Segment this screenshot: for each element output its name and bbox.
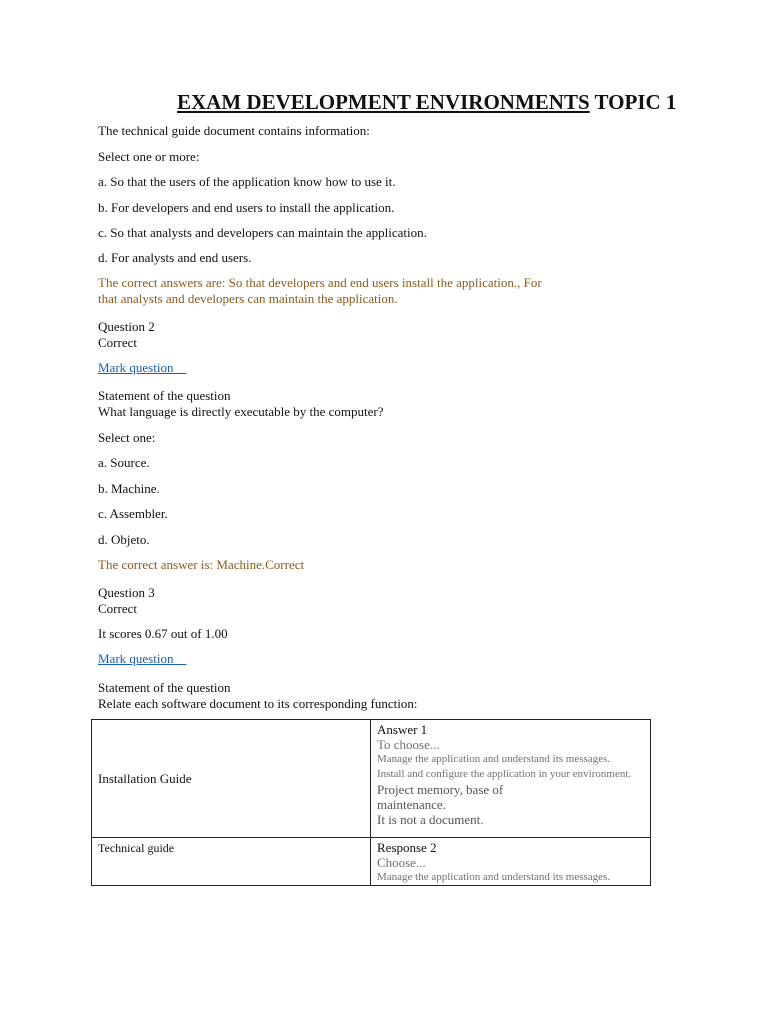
q1-option-c[interactable]: c. So that analysts and developers can maintain the application.	[98, 225, 427, 240]
select-option[interactable]: It is not a document.	[377, 812, 484, 827]
q1-option-d[interactable]: d. For analysts and end users.	[98, 250, 252, 265]
select-option[interactable]: Project memory, base of	[377, 782, 504, 797]
page-title	[177, 90, 676, 115]
document-name-cell: Installation Guide	[92, 720, 371, 838]
q2-option-c[interactable]: c. Assembler.	[98, 506, 168, 521]
q1-option-a[interactable]: a. So that the users of the application know how to use it.	[98, 174, 396, 189]
q3-score: It scores 0.67 out of 1.00	[98, 626, 228, 641]
q3-statement-label: Statement of the question	[98, 680, 231, 695]
q3-question-text: Relate each software document to its corresponding function:	[98, 696, 418, 711]
select-option[interactable]: Manage the application and understand its messages.	[377, 871, 611, 883]
q2-select-label: Select one:	[98, 430, 156, 445]
q3-mark-question-link[interactable]: Mark question	[98, 651, 174, 666]
q2-mark-question-link[interactable]: Mark question	[98, 360, 174, 375]
q1-intro: The technical guide document contains information:	[98, 123, 370, 138]
table-row	[92, 838, 651, 886]
q1-answer-line2: that analysts and developers can maintain the application.	[98, 291, 398, 306]
table-row	[92, 720, 651, 838]
document-name-cell: Technical guide	[92, 838, 371, 886]
select-placeholder[interactable]: To choose...	[377, 737, 440, 752]
matching-table	[91, 719, 651, 886]
answer-select-cell[interactable]	[371, 720, 651, 838]
select-heading: Answer 1	[377, 722, 428, 737]
q1-answer-line1: The correct answers are: So that developers and end users install the application., For	[98, 275, 542, 290]
q2-status: Correct	[98, 335, 137, 350]
title-underlined: EXAM DEVELOPMENT ENVIRONMENTS	[177, 90, 590, 114]
q2-option-b[interactable]: b. Machine.	[98, 481, 160, 496]
q1-select-label: Select one or more:	[98, 149, 200, 164]
q3-status: Correct	[98, 601, 137, 616]
select-option-continued[interactable]: maintenance.	[377, 797, 446, 812]
title-rest: TOPIC 1	[589, 90, 677, 114]
answer-select-cell[interactable]	[371, 838, 651, 886]
q1-option-b[interactable]: b. For developers and end users to install the application.	[98, 200, 395, 215]
select-heading: Response 2	[377, 840, 437, 855]
q2-question-text: What language is directly executable by the computer?	[98, 404, 384, 419]
q2-number: Question 2	[98, 319, 155, 334]
select-placeholder[interactable]: Choose...	[377, 855, 426, 870]
q2-option-a[interactable]: a. Source.	[98, 455, 150, 470]
q2-statement-label: Statement of the question	[98, 388, 231, 403]
q2-option-d[interactable]: d. Objeto.	[98, 532, 150, 547]
q2-answer: The correct answer is: Machine.Correct	[98, 557, 305, 572]
select-option[interactable]: Install and configure the application in your environment.	[377, 768, 632, 780]
q3-number: Question 3	[98, 585, 155, 600]
select-option[interactable]: Manage the application and understand its messages.	[377, 753, 611, 765]
